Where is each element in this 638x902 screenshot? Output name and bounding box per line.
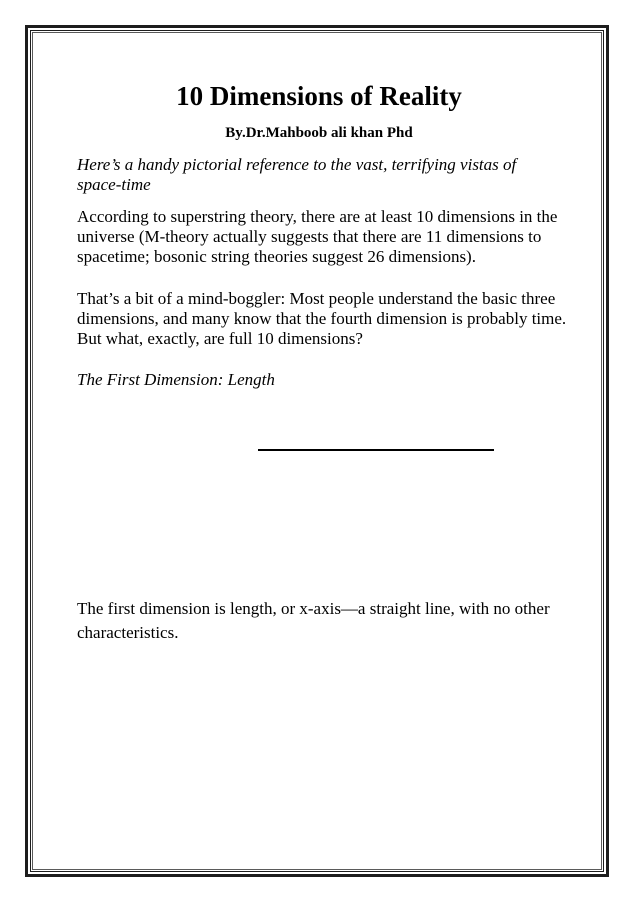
question-paragraph: That’s a bit of a mind-boggler: Most people understand the basic three dimensions, and many know that the fourth dimension is probably time. But what, exactly, are full 10 dimensions? bbox=[77, 289, 567, 348]
intro-paragraph: According to superstring theory, there are at least 10 dimensions in the universe (M-theory actually suggests that there are 11 dimensions to spacetime; bosonic string theories suggest 26 dimensions). bbox=[77, 207, 558, 266]
author-byline: By.Dr.Mahboob ali khan Phd bbox=[225, 125, 413, 141]
section-heading-first-dimension: The First Dimension: Length bbox=[77, 370, 275, 389]
document-title: 10 Dimensions of Reality bbox=[176, 81, 462, 111]
length-line-illustration bbox=[258, 449, 494, 451]
first-dimension-paragraph: The first dimension is length, or x-axis—a straight line, with no other characteristics. bbox=[77, 599, 550, 642]
document-subtitle: Here’s a handy pictorial reference to the vast, terrifying vistas of space-time bbox=[77, 155, 517, 194]
